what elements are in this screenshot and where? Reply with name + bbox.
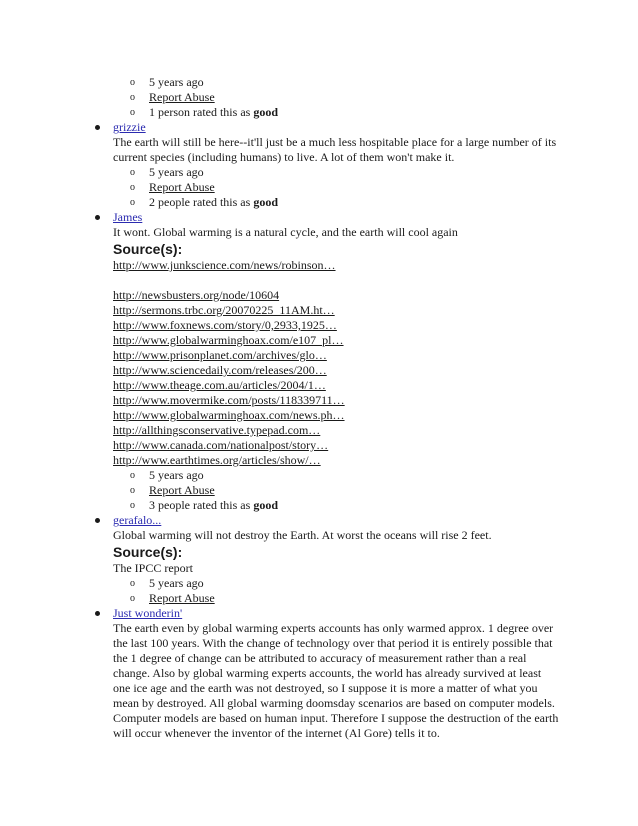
- source-text: The IPCC report: [113, 561, 193, 575]
- report-abuse-link[interactable]: o Report Abuse: [0, 483, 638, 498]
- answer-author-link[interactable]: grizzie: [113, 120, 146, 134]
- bullet-icon: [95, 215, 100, 220]
- answer-author-link[interactable]: gerafalo...: [113, 513, 162, 527]
- answer-text: Global warming will not destroy the Earth. At worst the oceans will rise 2 feet.: [113, 528, 492, 542]
- source-link[interactable]: http://www.globalwarminghoax.com/e107_pl…: [113, 333, 344, 347]
- answer-age: o 5 years ago: [0, 576, 638, 591]
- answer-age: o 5 years ago: [0, 75, 638, 90]
- source-link[interactable]: http://www.canada.com/nationalpost/story…: [113, 438, 329, 452]
- source-link[interactable]: http://www.globalwarminghoax.com/news.ph…: [113, 408, 345, 422]
- sources-heading: Source(s):: [113, 544, 183, 560]
- answer-author-link[interactable]: James: [113, 210, 143, 224]
- source-link[interactable]: http://sermons.trbc.org/20070225_11AM.ht…: [113, 303, 335, 317]
- answer-item: [0, 606, 638, 741]
- sources-heading: Source(s):: [113, 241, 183, 257]
- answer-author-link[interactable]: Just wonderin': [113, 606, 183, 620]
- report-abuse-link[interactable]: o Report Abuse: [0, 591, 638, 606]
- answer-age: o 5 years ago: [0, 468, 638, 483]
- source-link[interactable]: http://www.prisonplanet.com/archives/glo…: [113, 348, 327, 362]
- bullet-icon: [95, 125, 100, 130]
- source-link[interactable]: http://www.foxnews.com/story/0,2933,1925…: [113, 318, 337, 332]
- answer-item: [0, 120, 638, 165]
- bullet-icon: [95, 611, 100, 616]
- source-link[interactable]: http://www.theage.com.au/articles/2004/1…: [113, 378, 326, 392]
- source-link[interactable]: http://newsbusters.org/node/10604: [113, 288, 280, 302]
- rating-line: o 3 people rated this as good: [0, 498, 638, 513]
- source-link[interactable]: http://www.sciencedaily.com/releases/200…: [113, 363, 327, 377]
- report-abuse-link[interactable]: o Report Abuse: [0, 180, 638, 195]
- source-link[interactable]: http://www.junkscience.com/news/robinson…: [113, 258, 336, 272]
- source-link[interactable]: http://www.movermike.com/posts/118339711…: [113, 393, 345, 407]
- answer-text: It wont. Global warming is a natural cycle, and the earth will cool again: [113, 225, 458, 239]
- source-link[interactable]: http://www.earthtimes.org/articles/show/…: [113, 453, 321, 467]
- answer-age: o 5 years ago: [0, 165, 638, 180]
- rating-line: o 1 person rated this as good: [0, 105, 638, 120]
- answer-text: The earth will still be here--it'll just be a much less hospitable place for a large number of its current species (including humans) to live. A lot of them won't make it.: [113, 135, 557, 164]
- answer-item: [0, 513, 638, 576]
- answer-text: The earth even by global warming experts accounts has only warmed approx. 1 degree over the last 100 years. With the change of technology over that period it is entirely possible that the 1 degree of change can be attributed to accuracy of measurement rather than a real change. Also by global warming experts accounts, the world has already survived at least one ice age and the earth was not destroyed, so I suppose it is more a matter of what you mean by destroyed. All global warming doomsday scenarios are based on computer models. Computer models are based on human input. Therefore I suppose the destruction of the earth will occur whenever the inventor of the internet (Al Gore) tells it to.: [113, 621, 559, 740]
- report-abuse-link[interactable]: o Report Abuse: [0, 90, 638, 105]
- spacer: [113, 273, 638, 288]
- rating-line: o 2 people rated this as good: [0, 195, 638, 210]
- answers-list: [0, 75, 638, 741]
- answer-item: [0, 210, 638, 468]
- source-link[interactable]: http://allthingsconservative.typepad.com…: [113, 423, 321, 437]
- bullet-icon: [95, 518, 100, 523]
